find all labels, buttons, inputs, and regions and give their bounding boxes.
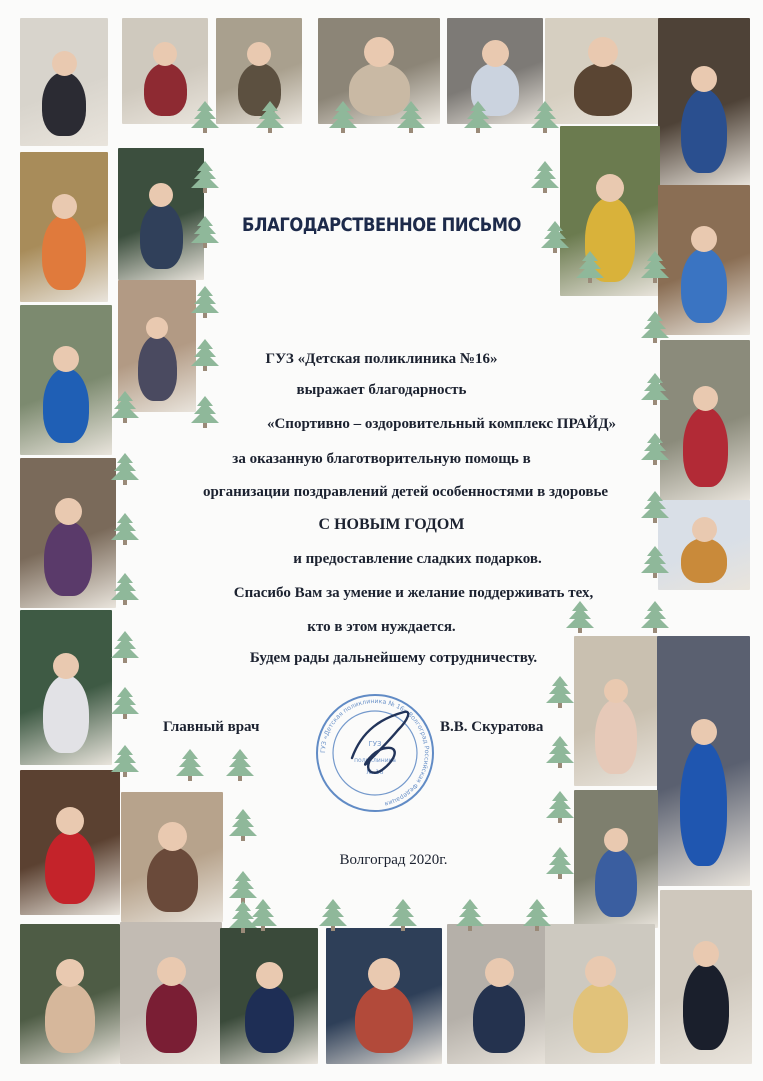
body-line-1: ГУЗ «Детская поликлиника №16» xyxy=(265,351,498,367)
child-face xyxy=(364,37,394,67)
child-figure xyxy=(473,983,525,1053)
fir-tree-icon xyxy=(225,748,255,782)
child-figure xyxy=(42,72,86,136)
svg-text:ГУЗ: ГУЗ xyxy=(368,740,382,748)
collage-photo xyxy=(326,928,442,1064)
svg-text:поликлиника: поликлиника xyxy=(354,757,396,764)
collage-photo xyxy=(658,185,750,335)
child-figure xyxy=(680,741,727,866)
fir-tree-icon xyxy=(530,100,560,134)
collage-photo xyxy=(658,18,750,186)
child-face xyxy=(56,959,84,987)
fir-tree-icon xyxy=(522,898,552,932)
signature-position: Главный врач xyxy=(163,719,260,735)
collage-photo xyxy=(658,500,750,590)
svg-text:№ 16: № 16 xyxy=(366,768,384,776)
fir-tree-icon xyxy=(318,898,348,932)
child-face xyxy=(157,957,186,986)
child-face xyxy=(153,42,177,66)
signature-name: В.В. Скуратова xyxy=(440,719,544,735)
collage-photo xyxy=(657,636,750,886)
child-figure xyxy=(681,248,727,323)
official-seal-stamp xyxy=(312,690,438,816)
child-face xyxy=(585,956,616,987)
child-figure xyxy=(45,983,95,1053)
collage-photo xyxy=(447,18,543,124)
body-line-greeting: С НОВЫМ ГОДОМ xyxy=(318,516,465,533)
body-line-3: «Спортивно – оздоровительный комплекс ПРАЙД» xyxy=(266,416,617,432)
fir-tree-icon xyxy=(640,250,670,284)
fir-tree-icon xyxy=(640,310,670,344)
seal-text: ГУЗ «Детская поликлиника № 16» Волгоград Российская Федерация xyxy=(319,697,431,808)
fir-tree-icon xyxy=(396,100,426,134)
collage-photo xyxy=(545,924,655,1064)
fir-tree-icon xyxy=(110,744,140,778)
child-figure xyxy=(43,675,89,753)
child-figure xyxy=(140,203,183,269)
child-face xyxy=(368,958,400,990)
place-date: Волгоград 2020г. xyxy=(339,852,448,868)
child-face xyxy=(52,51,77,76)
child-figure xyxy=(355,985,413,1053)
body-line-8: Спасибо Вам за умение и желание поддерживать тех, xyxy=(233,585,594,601)
fir-tree-icon xyxy=(248,898,278,932)
fir-tree-icon xyxy=(388,898,418,932)
collage-photo xyxy=(660,890,752,1064)
child-face xyxy=(693,941,719,967)
child-face xyxy=(604,679,628,703)
child-face xyxy=(604,828,628,852)
child-face xyxy=(588,37,618,67)
child-face xyxy=(482,40,509,67)
fir-tree-icon xyxy=(228,808,258,842)
fir-tree-icon xyxy=(190,285,220,319)
fir-tree-icon xyxy=(175,748,205,782)
fir-tree-icon xyxy=(190,100,220,134)
collage-photo xyxy=(120,922,222,1064)
child-face xyxy=(56,807,84,835)
child-face xyxy=(247,42,271,66)
collage-photo xyxy=(447,924,551,1064)
child-figure xyxy=(595,699,637,774)
body-line-4: за оказанную благотворительную помощь в xyxy=(232,451,531,467)
fir-tree-icon xyxy=(328,100,358,134)
child-figure xyxy=(681,89,727,173)
body-line-2: выражает благодарность xyxy=(296,382,467,398)
body-line-7: и предоставление сладких подарков. xyxy=(293,551,542,567)
collage-photo xyxy=(20,924,120,1064)
child-face xyxy=(691,719,717,745)
child-face xyxy=(691,66,717,92)
letter-title: БЛАГОДАРСТВЕННОЕ ПИСЬМО xyxy=(241,214,522,236)
child-face xyxy=(596,174,624,202)
collage-photo xyxy=(20,770,120,915)
body-line-9: кто в этом нуждается. xyxy=(307,619,456,635)
collage-photo xyxy=(545,18,660,124)
fir-tree-icon xyxy=(255,100,285,134)
child-face xyxy=(158,822,187,851)
fir-tree-icon xyxy=(455,898,485,932)
child-face xyxy=(149,183,173,207)
body-line-5: организации поздравлений детей особенностями в здоровье xyxy=(202,484,609,500)
fir-tree-icon xyxy=(530,160,560,194)
fir-tree-icon xyxy=(190,160,220,194)
fir-tree-icon xyxy=(545,675,575,709)
fir-tree-icon xyxy=(545,790,575,824)
child-figure xyxy=(144,63,187,116)
child-face xyxy=(256,962,283,989)
child-figure xyxy=(245,985,294,1053)
fir-tree-icon xyxy=(545,735,575,769)
child-figure xyxy=(146,982,197,1053)
child-face xyxy=(485,958,514,987)
fir-tree-icon xyxy=(110,686,140,720)
child-figure xyxy=(574,63,632,116)
fir-tree-icon xyxy=(463,100,493,134)
child-figure xyxy=(683,963,729,1050)
collage-photo xyxy=(220,928,318,1064)
child-face xyxy=(146,317,168,339)
body-line-10: Будем рады дальнейшему сотрудничеству. xyxy=(249,650,538,666)
collage-photo xyxy=(20,18,108,146)
fir-tree-icon xyxy=(575,250,605,284)
child-figure xyxy=(573,983,628,1053)
